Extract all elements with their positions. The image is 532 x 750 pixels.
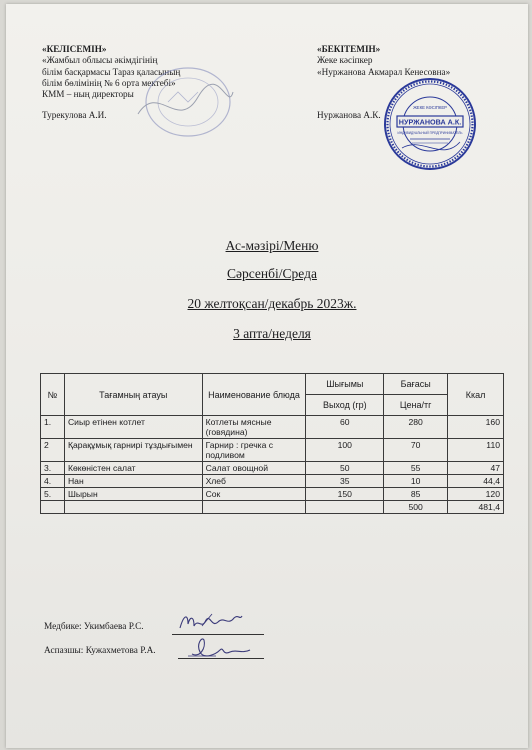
approval-header-left: «КЕЛІСЕМІН» [42,44,107,54]
menu-table [40,373,504,514]
col-header-price-ru: Цена/тг [384,395,448,416]
weekday-title: Сәрсенбі/Среда [227,266,317,281]
approval-line: КММ – ның директоры [42,89,134,100]
table-total-row [41,501,504,514]
table-row [41,462,504,475]
col-header-name-kz: Тағамның атауы [64,374,202,416]
approval-line: білім басқармасы Тараз қаласының [42,66,181,77]
cell-no: 2 [41,439,65,462]
approval-line: білім бөлімінің № 6 орта мектебі» [42,77,176,88]
approval-block-right [317,44,450,78]
cell-name-ru: Хлеб [202,475,306,488]
table-header-row [41,374,504,395]
cell-yield: 100 [306,439,384,462]
cook-signature-label: Аспазшы: Кужахметова Р.А. [44,646,156,656]
cell-name-kz: Нан [64,475,202,488]
cell-kcal: 160 [448,416,504,439]
menu-title: Ас-мәзірі/Меню [225,238,319,253]
cook-signature [186,634,256,662]
document-page [6,4,528,748]
cell-price: 85 [384,488,448,501]
stamp-top-text: ЖЕКЕ КӘСІПКЕР [413,105,447,110]
col-header-kcal: Ккал [448,374,504,416]
cell-empty [306,501,384,514]
col-header-price-kz: Бағасы [384,374,448,395]
signer-name-left: Турекулова А.И. [42,110,107,120]
cell-name-kz: Сиыр етінен котлет [64,416,202,439]
cell-price: 10 [384,475,448,488]
approval-line: «Жамбыл облысы әкімдігінің [42,55,158,66]
cell-price: 70 [384,439,448,462]
cell-price: 280 [384,416,448,439]
approval-header-right: «БЕКІТЕМІН» [317,44,381,54]
table-row [41,475,504,488]
col-header-yield-kz: Шығымы [306,374,384,395]
col-header-name-ru: Наименование блюда [202,374,306,416]
table-row [41,416,504,439]
table-row [41,488,504,501]
signer-name-right: Нуржанова А.К. [317,110,381,120]
cell-yield: 60 [306,416,384,439]
round-stamp [382,76,478,172]
cell-yield: 35 [306,475,384,488]
approval-line: Жеке кәсіпкер [317,55,373,66]
date-title: 20 желтоқсан/декабрь 2023ж. [187,296,357,311]
cell-empty [41,501,65,514]
cell-no: 5. [41,488,65,501]
medic-signature [176,610,246,636]
cell-no: 3. [41,462,65,475]
cell-kcal: 120 [448,488,504,501]
cell-kcal: 44,4 [448,475,504,488]
week-title: 3 апта/неделя [233,326,311,341]
approval-line: «Нуржанова Акмарал Кенесовна» [317,66,451,77]
cell-name-ru: Котлеты мясные (говядина) [202,416,306,439]
cell-name-kz: Қарақұмық гарнирі тұздығымен [64,439,202,462]
cell-name-ru: Салат овощной [202,462,306,475]
cell-name-ru: Гарнир : гречка с подливом [202,439,306,462]
cell-price: 55 [384,462,448,475]
medic-signature-label: Медбике: Укимбаева Р.С. [44,622,144,632]
cell-no: 1. [41,416,65,439]
cell-yield: 150 [306,488,384,501]
cell-empty [202,501,306,514]
col-header-yield-ru: Выход (гр) [306,395,384,416]
cell-yield: 50 [306,462,384,475]
cell-name-kz: Шырын [64,488,202,501]
cell-kcal: 110 [448,439,504,462]
stamp-center-text: НУРЖАНОВА А.К. [398,117,462,127]
col-header-no: № [41,374,65,416]
stamp-sub-text: ИНДИВИДУАЛЬНЫЙ ПРЕДПРИНИМАТЕЛЬ [397,131,463,135]
cell-empty [64,501,202,514]
total-kcal: 481,4 [448,501,504,514]
total-price: 500 [384,501,448,514]
cell-name-kz: Көкөністен салат [64,462,202,475]
cell-kcal: 47 [448,462,504,475]
cell-no: 4. [41,475,65,488]
faint-stamp-imprint [128,62,238,142]
table-row [41,439,504,462]
cell-name-ru: Сок [202,488,306,501]
